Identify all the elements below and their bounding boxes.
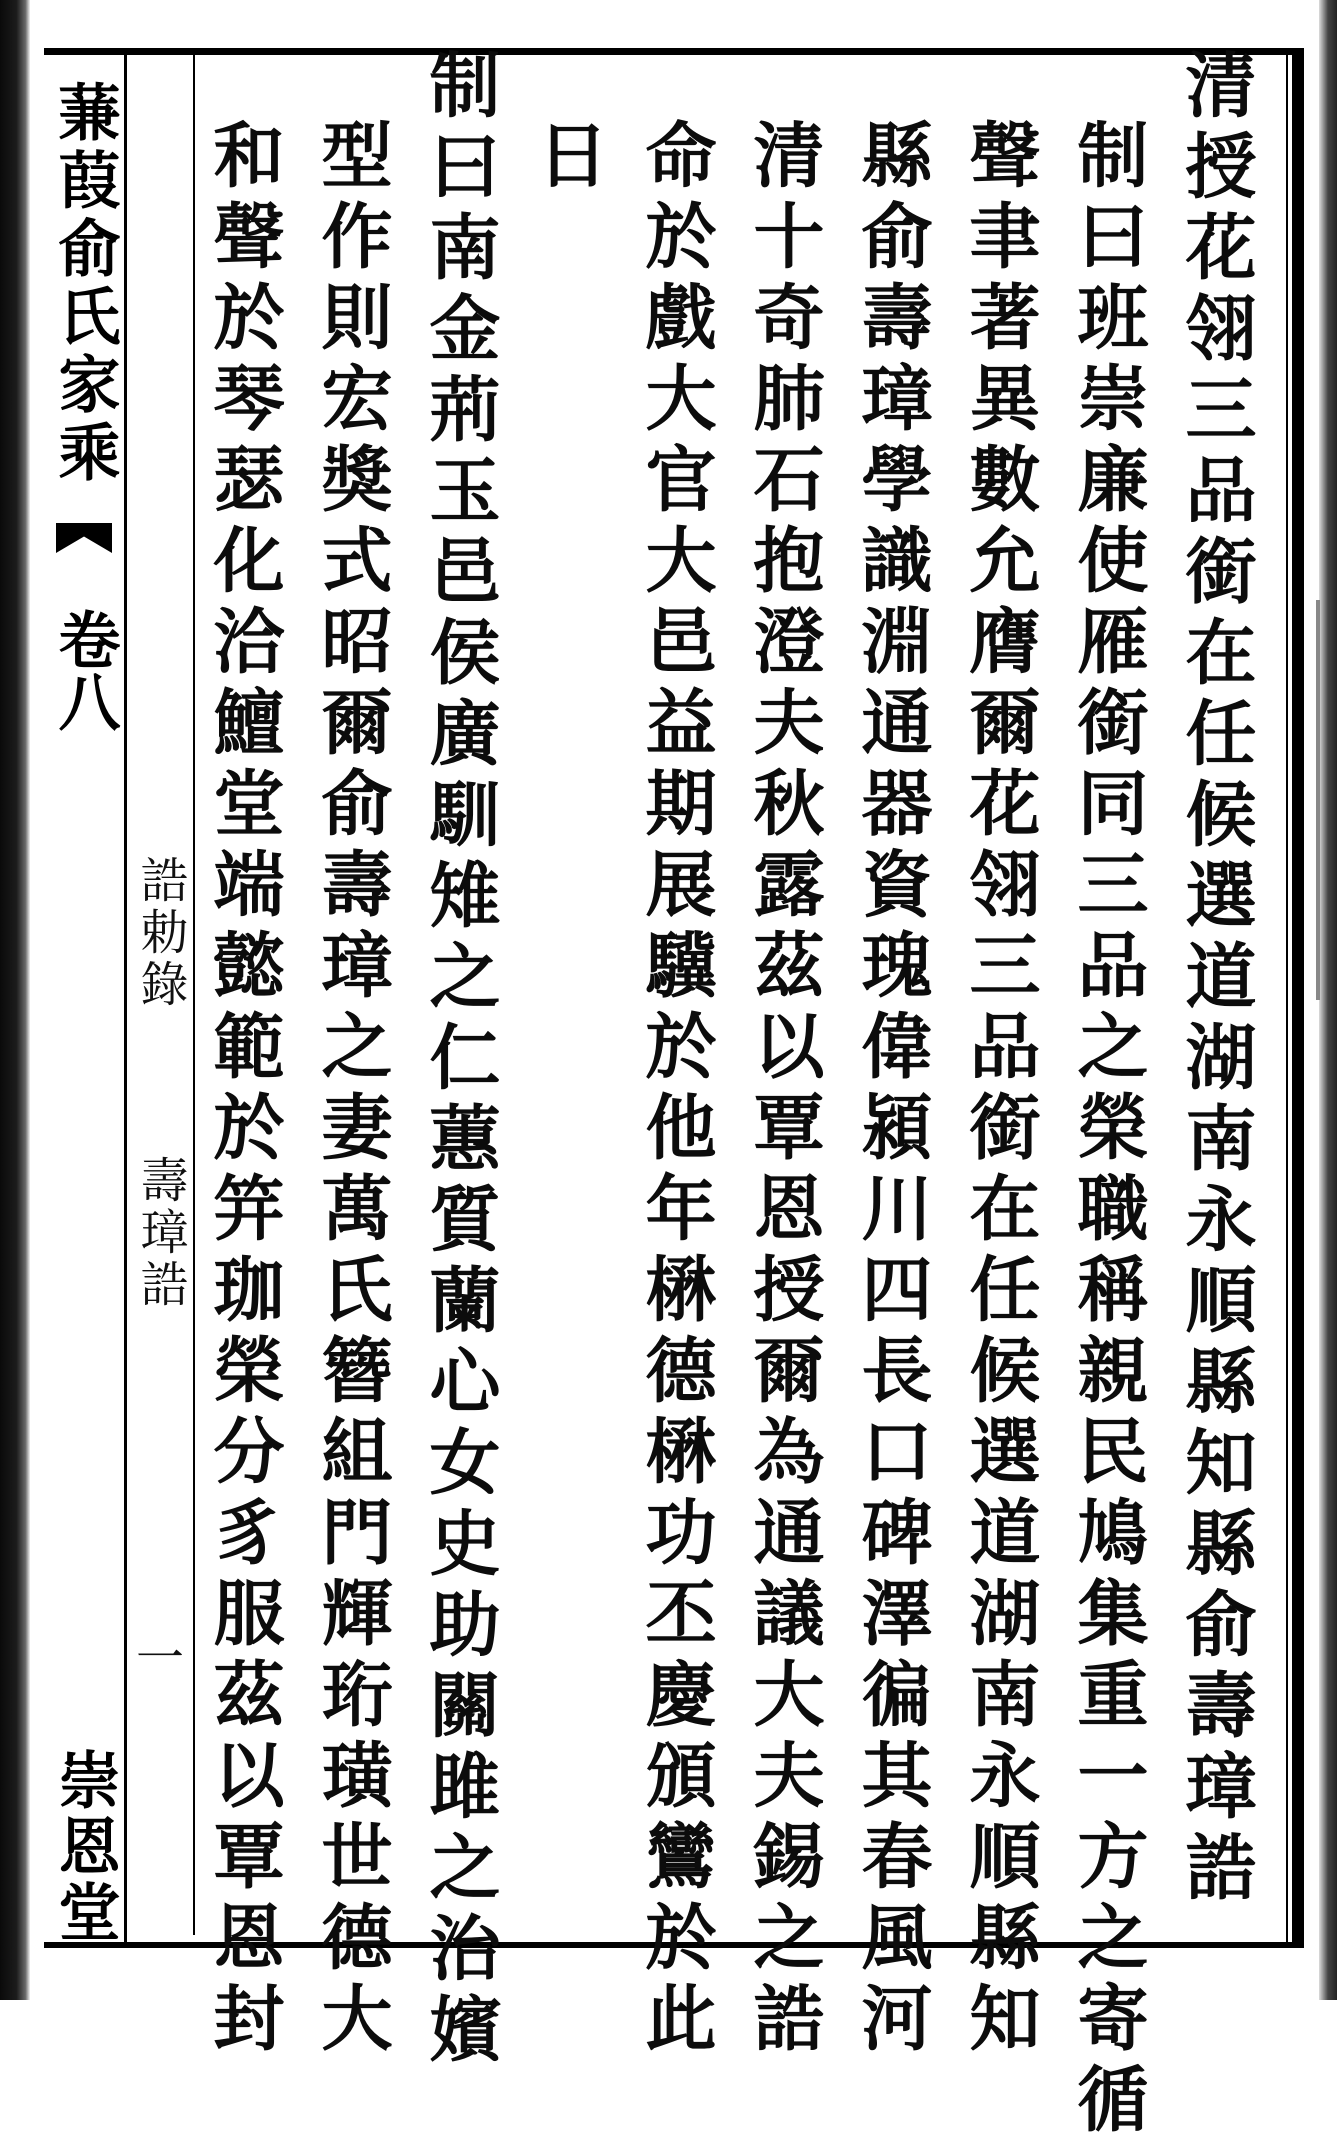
scan-edge-left <box>0 0 30 2000</box>
text-column-6: 命於戲大官大邑益期展驥於他年楙德楙功丕慶頒鸞於此 <box>634 118 718 2062</box>
text-column-1: 清授花翎三品銜在任候選道湖南永順縣知縣俞壽璋誥 <box>1174 48 1258 1911</box>
section-title: 誥勅錄 <box>132 855 188 1011</box>
body-text <box>140 48 1270 2143</box>
item-title: 壽璋誥 <box>132 1155 188 1311</box>
text-column-9: 型作則宏獎式昭爾俞壽璋之妻萬氏簪組門輝珩璜世德大 <box>310 118 394 2062</box>
hall-name <box>44 1748 124 1946</box>
paper-stain <box>1316 600 1320 1000</box>
center-fold-column <box>44 48 127 1948</box>
text-column-10: 和聲於琴瑟化洽鱣堂端懿範於笄珈榮分豸服茲以覃恩封 <box>202 118 286 2062</box>
scan-edge-right <box>1319 0 1337 2000</box>
text-column-7: 日 <box>526 118 610 199</box>
text-column-8: 制曰南金荊玉邑侯廣馴雉之仁蕙質蘭心女史助關雎之治嬪 <box>418 48 502 2073</box>
book-title: 蒹葭俞氏家乘 <box>48 80 121 488</box>
text-column-4: 縣俞壽璋學識淵通器資瑰偉潁川四長口碑澤徧其春風河 <box>850 118 934 2062</box>
page-number: 一 <box>135 1630 184 1686</box>
text-column-5: 清十奇肺石抱澄夫秋露茲以覃恩授爾為通議大夫錫之誥 <box>742 118 826 2062</box>
text-column-2: 制曰班崇廉使雁銜同三品之榮職稱親民鳩集重一方之寄循 <box>1066 118 1150 2143</box>
hall-name-text: 崇恩堂 <box>48 1748 121 1946</box>
volume-number: 卷八 <box>48 608 121 732</box>
fishtail-mark <box>56 523 112 553</box>
text-column-3: 聲聿著異數允膺爾花翎三品銜在任候選道湖南永順縣知 <box>958 118 1042 2062</box>
